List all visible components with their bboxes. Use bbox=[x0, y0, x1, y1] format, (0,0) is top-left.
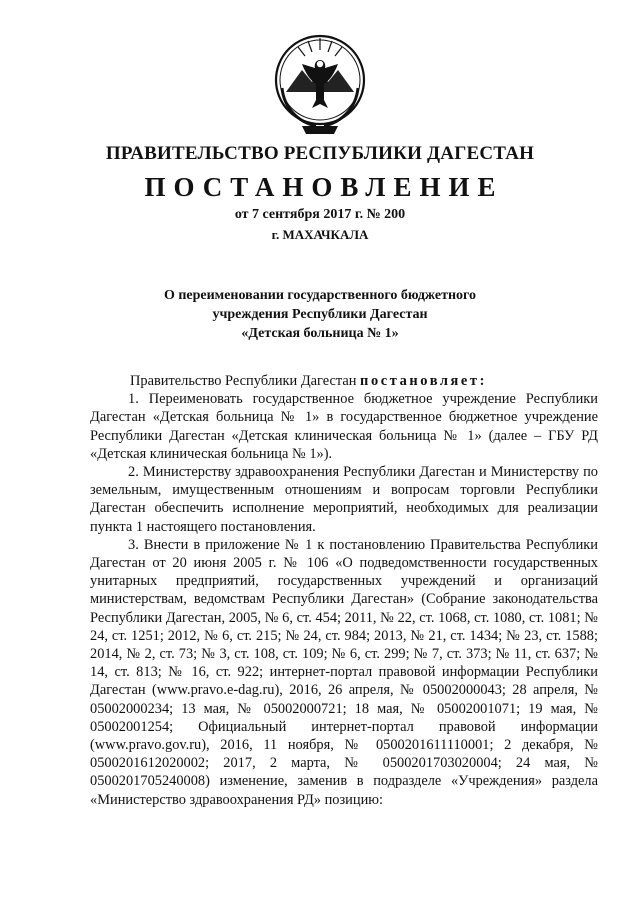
subject-line: О переименовании государственного бюджетного bbox=[163, 288, 477, 303]
document-type-title: ПОСТАНОВЛЕНИЕ bbox=[144, 172, 504, 202]
government-title: ПРАВИТЕЛЬСТВО РЕСПУБЛИКИ ДАГЕСТАН bbox=[105, 143, 535, 164]
document-body bbox=[90, 372, 598, 809]
paragraph-2: 2. Министерству здравоохранения Республики Дагестан и Министерству по земельным, имущественным отношениям и вопросам торговли Республики Дагестан обеспечить исполнение мероприятий, необходимых для реализации пункта 1 настоящего постановления. bbox=[90, 464, 598, 535]
intro-text: Правительство Республики Дагестан bbox=[130, 373, 361, 389]
dagestan-coat-of-arms-icon bbox=[272, 30, 368, 138]
document-date-number: от 7 сентября 2017 г. № 200 bbox=[234, 207, 406, 222]
document-subject bbox=[150, 286, 490, 343]
intro-verb: постановляет: bbox=[360, 373, 487, 389]
paragraph-3: 3. Внести в приложение № 1 к постановлению Правительства Республики Дагестан от 20 июня 2005 г. № 106 «О подведомственности государственных унитарных предприятий, государственных учреждений и организаций министерствам, ведомствам Республики Дагестан» (Собрание законодательства Республики Дагестан, 2005, № 6, ст. 454; 2011, № 22, ст. 1068, ст. 1080, ст. 1081; № 24, ст. 1251; 2012, № 6, ст. 215; № 24, ст. 984; 2013, № 21, ст. 1434; № 23, ст. 1588; 2014, № 2, ст. 73; № 3, ст. 108, ст. 109; № 6, ст. 299; № 7, ст. 373; № 11, ст. 637; № 14, ст. 813; № 16, ст. 922; интернет-портал правовой информации Республики Дагестан (www.pravo.e-dag.ru), 2016, 26 апреля, № 05002000043; 28 апреля, № 05002000234; 13 мая, № 05002000721; 18 мая, № 05002001071; 19 мая, № 05002001254; Официальный интернет-портал правовой информации (www.pravo.gov.ru), 2016, 11 ноября, № 0500201611110001; 2 декабря, № 0500201612020002; 2017, 2 марта, № 0500201703020004; 24 мая, № 0500201705240008) изменение, заменив в подразделе «Учреждения» раздела «Министерство здравоохранения РД» позицию: bbox=[90, 536, 598, 808]
subject-line: учреждения Республики Дагестан bbox=[212, 307, 428, 322]
intro-paragraph bbox=[90, 372, 598, 390]
subject-line: «Детская больница № 1» bbox=[241, 326, 399, 341]
paragraph-1: 1. Переименовать государственное бюджетное учреждение Республики Дагестан «Детская больница № 1» в государственное бюджетное учреждение Республики Дагестан «Детская клиническая больница № 1» (далее – ГБУ РД «Детская клиническая больница № 1»). bbox=[90, 391, 598, 462]
document-city: г. МАХАЧКАЛА bbox=[271, 227, 369, 242]
